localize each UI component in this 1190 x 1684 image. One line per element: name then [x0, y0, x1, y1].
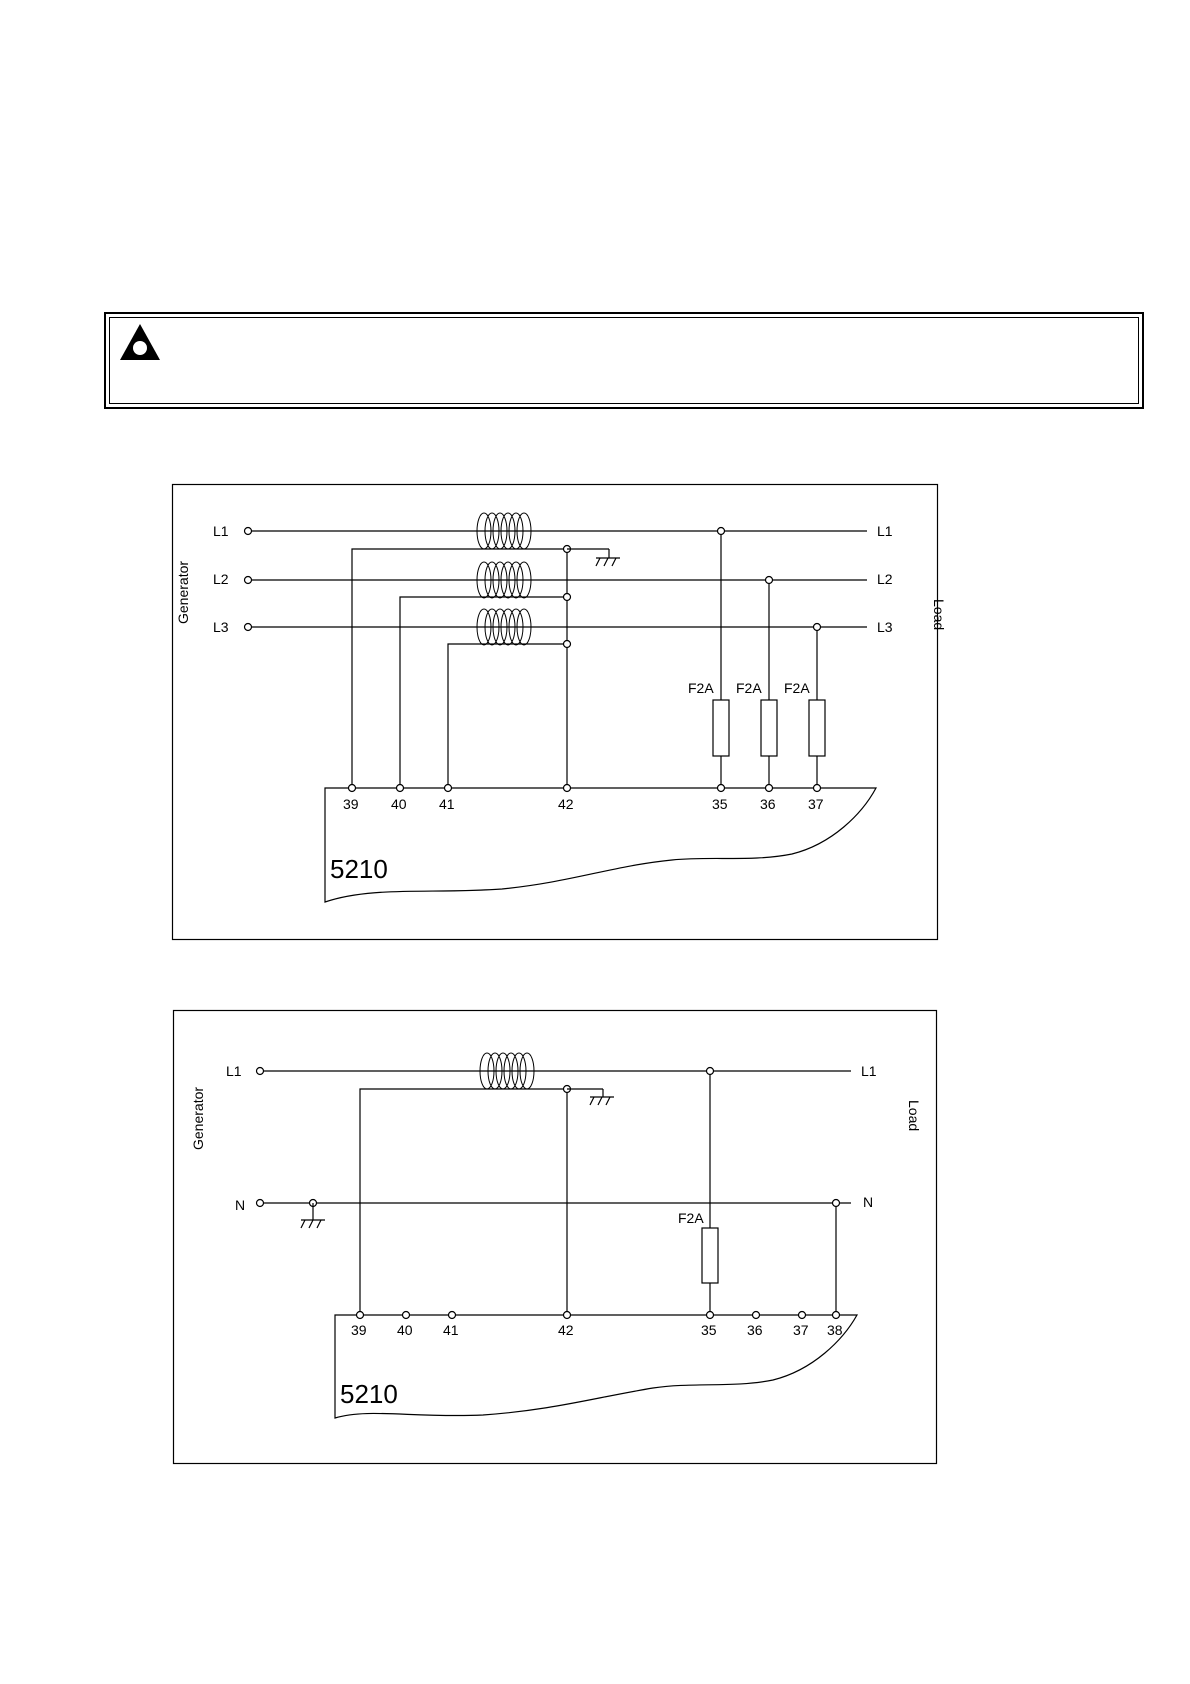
- terminal-label: 41: [443, 1322, 459, 1338]
- warning-box-inner: [109, 317, 1139, 404]
- ct-secondary-wiring: [360, 1086, 571, 1316]
- terminal-label: 41: [439, 796, 455, 812]
- terminal-label: 36: [747, 1322, 763, 1338]
- fuse-label-1: F2A: [688, 680, 714, 696]
- line-label-left-l2: L2: [213, 571, 229, 587]
- line-label-left-l1: L1: [213, 523, 229, 539]
- terminal-label: 37: [808, 796, 824, 812]
- line-label-left-l1: L1: [226, 1063, 242, 1079]
- warning-triangle-icon: [118, 322, 162, 362]
- fuse-label-3: F2A: [784, 680, 810, 696]
- terminal-label: 35: [712, 796, 728, 812]
- wiring-diagram-single-phase: [173, 1010, 937, 1464]
- line-label-right-l1: L1: [877, 523, 893, 539]
- terminal-label: 38: [827, 1322, 843, 1338]
- line-label-left-l3: L3: [213, 619, 229, 635]
- ground-symbol: [567, 1089, 614, 1105]
- device-model-label: 5210: [330, 854, 388, 884]
- terminal-label: 37: [793, 1322, 809, 1338]
- neutral-ground: [301, 1200, 325, 1229]
- terminal-label: 36: [760, 796, 776, 812]
- ground-symbol: [567, 549, 620, 566]
- load-label: Load: [906, 1100, 922, 1132]
- terminal-label: 42: [558, 796, 574, 812]
- line-label-right-n: N: [863, 1194, 874, 1210]
- terminal-label: 40: [397, 1322, 413, 1338]
- wiring-diagram-three-phase: [172, 484, 947, 940]
- terminal-label: 35: [701, 1322, 717, 1338]
- fuse-1: [702, 1228, 718, 1283]
- device-outline: [335, 1315, 857, 1418]
- phase-lines: [257, 1068, 852, 1207]
- line-label-left-n: N: [235, 1197, 246, 1213]
- terminal-label: 40: [391, 796, 407, 812]
- fuse-label-1: F2A: [678, 1210, 704, 1226]
- warning-box: [104, 312, 1144, 409]
- diagram-frame: [174, 1011, 937, 1464]
- load-label: Load: [931, 599, 947, 631]
- voltage-taps: [713, 528, 825, 789]
- line-label-right-l2: L2: [877, 571, 893, 587]
- terminal-label: 39: [351, 1322, 367, 1338]
- generator-label: Generator: [175, 560, 191, 624]
- voltage-taps: [702, 1068, 840, 1316]
- fuse-2: [761, 700, 777, 756]
- line-label-right-l1: L1: [861, 1063, 877, 1079]
- fuse-3: [809, 700, 825, 756]
- ct-secondary-wiring: [352, 546, 571, 789]
- terminal-label: 39: [343, 796, 359, 812]
- line-label-right-l3: L3: [877, 619, 893, 635]
- fuse-1: [713, 700, 729, 756]
- terminal-label: 42: [558, 1322, 574, 1338]
- device-outline: [325, 788, 876, 902]
- phase-lines: [245, 528, 868, 631]
- generator-label: Generator: [190, 1086, 206, 1150]
- device-model-label: 5210: [340, 1379, 398, 1409]
- fuse-label-2: F2A: [736, 680, 762, 696]
